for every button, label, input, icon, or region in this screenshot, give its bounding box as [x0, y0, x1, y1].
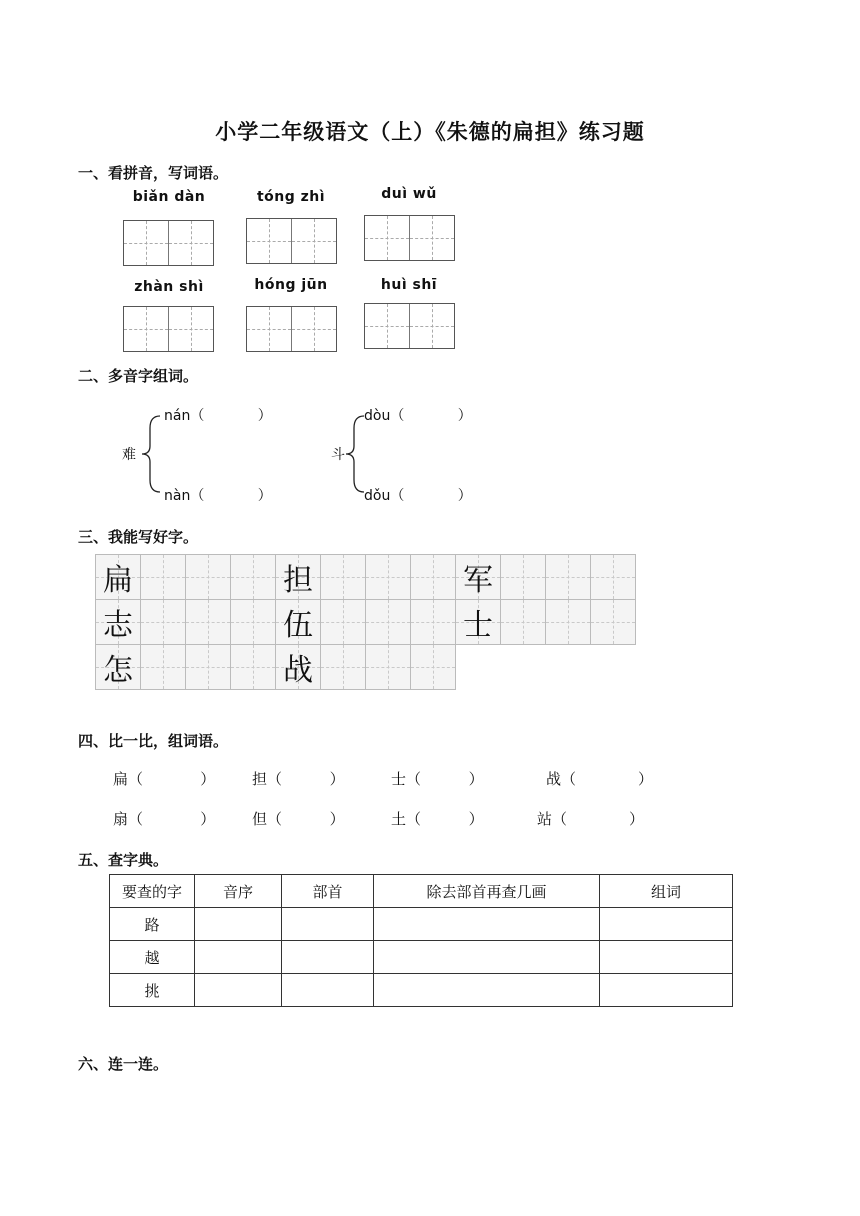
brace-icon — [140, 414, 162, 494]
table-header-row — [110, 875, 733, 908]
polyphone-bottom[interactable]: nàn（ ） — [164, 488, 272, 504]
pinyin-label: biǎn dàn — [132, 189, 206, 205]
writing-box[interactable] — [123, 306, 214, 352]
compare-item[interactable]: 站（ ） — [537, 810, 644, 828]
model-char: 战 — [283, 653, 313, 688]
section-4-heading: 四、比一比，组词语。 — [78, 732, 229, 750]
compare-item[interactable]: 士（ ） — [391, 770, 484, 788]
section-3-heading: 三、我能写好字。 — [78, 528, 199, 546]
lookup-char: 路 — [110, 908, 195, 941]
polyphone-char: 斗 — [331, 447, 345, 463]
writing-box[interactable] — [246, 218, 337, 264]
table-row — [110, 908, 733, 941]
lookup-char: 越 — [110, 941, 195, 974]
model-char: 军 — [463, 563, 493, 598]
writing-box[interactable] — [246, 306, 337, 352]
column-header: 除去部首再查几画 — [374, 875, 600, 908]
column-header: 要查的字 — [110, 875, 195, 908]
grid-row — [95, 599, 635, 644]
column-header: 音序 — [195, 875, 282, 908]
practice-grid — [95, 554, 635, 689]
pinyin-label: hóng jūn — [254, 277, 328, 293]
compare-item[interactable]: 扁（ ） — [113, 770, 216, 788]
compare-item[interactable]: 扇（ ） — [113, 810, 216, 828]
compare-item[interactable]: 但（ ） — [252, 810, 345, 828]
compare-item[interactable]: 担（ ） — [252, 770, 345, 788]
pinyin-label: duì wǔ — [381, 186, 437, 202]
column-header: 组词 — [600, 875, 733, 908]
polyphone-char: 难 — [122, 447, 136, 463]
lookup-char: 挑 — [110, 974, 195, 1007]
section-6-heading: 六、连一连。 — [78, 1055, 169, 1073]
dictionary-table — [109, 874, 733, 1007]
table-row — [110, 974, 733, 1007]
pinyin-label: zhàn shì — [134, 279, 204, 295]
model-char: 担 — [283, 563, 313, 598]
pinyin-label: tóng zhì — [256, 189, 326, 205]
pinyin-label: huì shī — [380, 277, 438, 293]
model-char: 怎 — [103, 653, 133, 688]
page-title: 小学二年级语文（上）《朱德的扁担》练习题 — [215, 120, 645, 144]
compare-item[interactable]: 土（ ） — [391, 810, 484, 828]
writing-box[interactable] — [123, 220, 214, 266]
column-header: 部首 — [282, 875, 374, 908]
model-char: 志 — [103, 608, 133, 643]
polyphone-top[interactable]: nán（ ） — [164, 408, 272, 424]
section-1-heading: 一、看拼音，写词语。 — [78, 164, 229, 182]
model-char: 伍 — [283, 608, 313, 643]
section-5-heading: 五、查字典。 — [78, 851, 169, 869]
brace-icon — [344, 414, 366, 494]
polyphone-top[interactable]: dòu（ ） — [364, 408, 472, 424]
grid-row — [95, 644, 635, 689]
writing-box[interactable] — [364, 303, 455, 349]
compare-item[interactable]: 战（ ） — [546, 770, 653, 788]
model-char: 士 — [463, 608, 493, 643]
grid-row — [95, 554, 635, 599]
polyphone-bottom[interactable]: dǒu（ ） — [364, 488, 472, 504]
model-char: 扁 — [103, 563, 133, 598]
section-2-heading: 二、多音字组词。 — [78, 367, 199, 385]
table-row — [110, 941, 733, 974]
writing-box[interactable] — [364, 215, 455, 261]
